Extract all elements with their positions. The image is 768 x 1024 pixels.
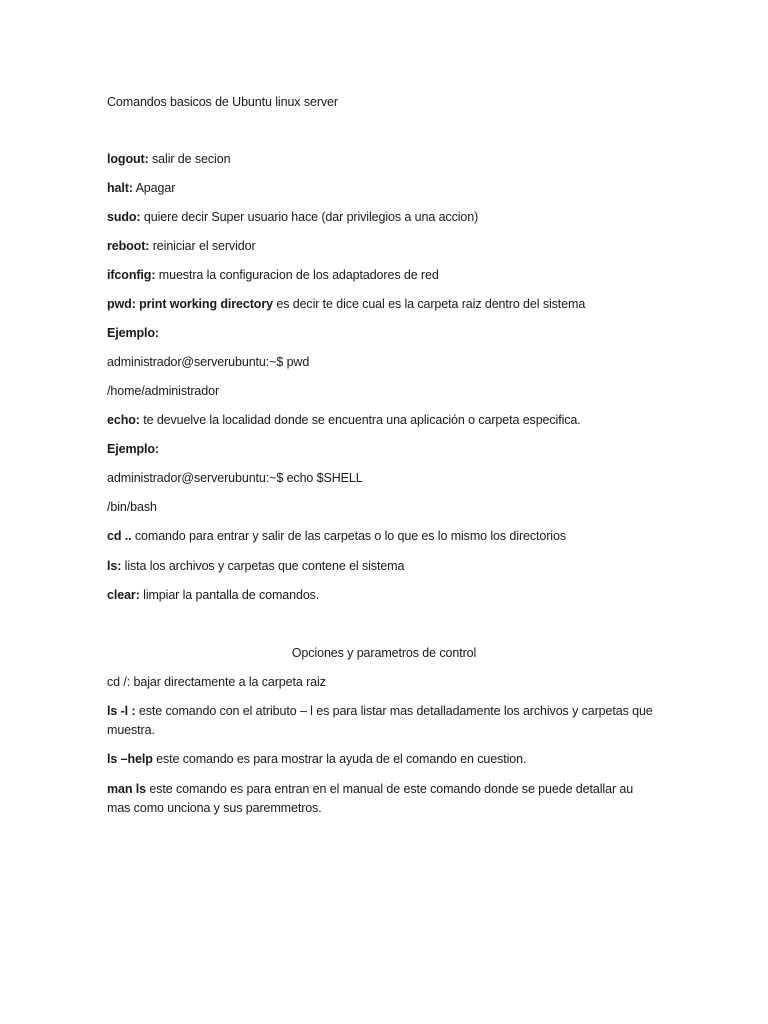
command-halt (107, 179, 175, 197)
command-desc: te devuelve la localidad donde se encuentra una aplicación o carpeta especifica. (139, 413, 581, 427)
command-ifconfig (107, 266, 439, 284)
option-man-ls (107, 780, 655, 818)
command-desc: comando para entrar y salir de las carpetas o lo que es lo mismo los directorios (131, 529, 566, 543)
command-pwd (107, 295, 585, 313)
command-ls (107, 557, 404, 575)
document-title: Comandos basicos de Ubuntu linux server (107, 95, 338, 109)
command-echo (107, 411, 581, 429)
option-term: man ls (107, 782, 146, 796)
command-desc: reiniciar el servidor (149, 239, 256, 253)
command-term: echo: (107, 413, 140, 427)
option-desc: este comando es para entran en el manual de este comando donde se puede detallar au mas como unciona y sus paremmetros. (107, 782, 634, 815)
option-ls-l (107, 702, 655, 740)
command-term: pwd: print working directory (107, 297, 273, 311)
option-term: ls –help (107, 752, 153, 766)
option-desc: este comando con el atributo – l es para listar mas detalladamente los archivos y carpetas que muestra. (107, 704, 653, 737)
option-cd-root (107, 673, 326, 691)
command-sudo (107, 208, 478, 226)
option-ls-help (107, 750, 526, 768)
section-title: Opciones y parametros de control (291, 646, 477, 660)
command-cd (107, 527, 566, 545)
command-desc: salir de secion (148, 152, 231, 166)
command-term: ls: (107, 559, 122, 573)
command-desc: muestra la configuracion de los adaptadores de red (155, 268, 439, 282)
example-prompt: administrador@serverubuntu:~$ pwd (107, 355, 310, 369)
command-desc: lista los archivos y carpetas que contene el sistema (121, 559, 405, 573)
example-output: /home/administrador (107, 384, 220, 398)
command-term: ifconfig: (107, 268, 156, 282)
command-reboot (107, 237, 256, 255)
command-desc: es decir te dice cual es la carpeta raiz dentro del sistema (272, 297, 586, 311)
command-logout (107, 150, 230, 168)
example-label: Ejemplo: (107, 442, 159, 456)
command-desc: quiere decir Super usuario hace (dar privilegios a una accion) (140, 210, 479, 224)
option-term: ls -l : (107, 704, 136, 718)
command-desc: Apagar (132, 181, 176, 195)
command-clear (107, 586, 319, 604)
command-term: sudo: (107, 210, 141, 224)
example-prompt: administrador@serverubuntu:~$ echo $SHELL (107, 471, 363, 485)
example-label: Ejemplo: (107, 326, 159, 340)
command-term: logout: (107, 152, 149, 166)
command-desc: limpiar la pantalla de comandos. (139, 588, 320, 602)
command-term: halt: (107, 181, 133, 195)
command-term: cd .. (107, 529, 132, 543)
option-term: cd /: (107, 675, 131, 689)
command-term: clear: (107, 588, 140, 602)
command-term: reboot: (107, 239, 150, 253)
option-desc: bajar directamente a la carpeta raiz (130, 675, 326, 689)
example-output: /bin/bash (107, 500, 157, 514)
option-desc: este comando es para mostrar la ayuda de el comando en cuestion. (152, 752, 527, 766)
